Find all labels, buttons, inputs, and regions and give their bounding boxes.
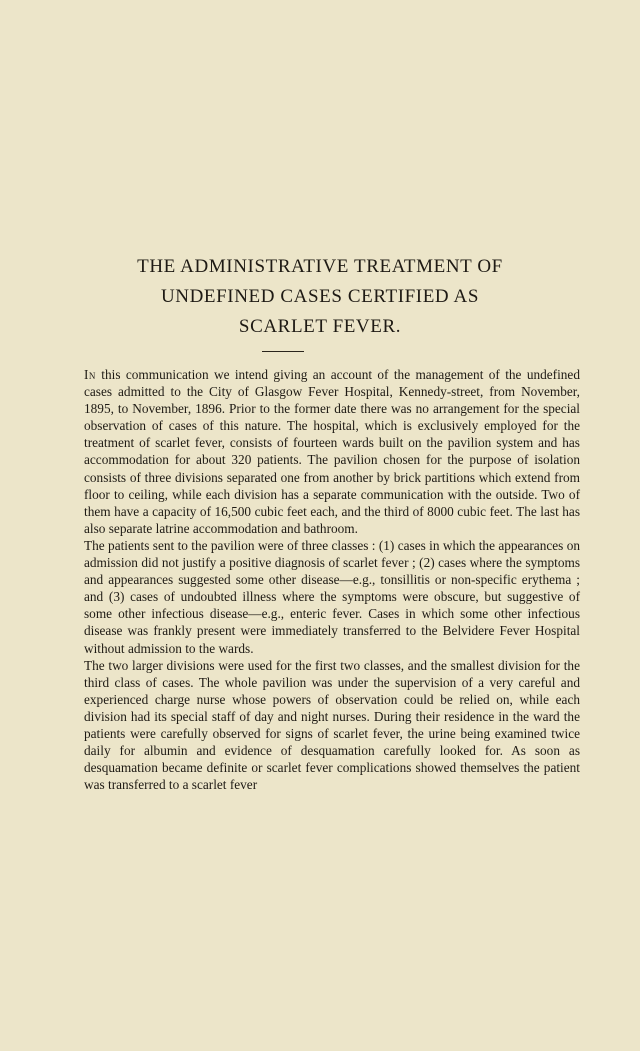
- article-body: [84, 366, 580, 793]
- paragraph-3: The two larger divisions were used for the first two classes, and the smallest division for the third class of cases. The whole pavilion was under the supervision of a very careful and experienced charge nurse whose powers of observation could be relied on, while each division had its special staff of day and night nurses. During their residence in the ward the patients were carefully observed for signs of scarlet fever, the urine being examined twice daily for albumin and evidence of desquamation carefully looked for. As soon as desquamation became definite or scarlet fever complications showed themselves the patient was transferred to a scarlet fever: [84, 657, 580, 793]
- title-line-3: SCARLET FEVER.: [238, 316, 402, 337]
- title-line-2: UNDEFINED CASES CERTIFIED AS: [160, 286, 480, 307]
- paragraph-1-text: this communication we intend giving an account of the management of the undefined cases admitted to the City of Glasgow Fever Hospital, Kennedy-street, from November, 1895, to November, 1896. Prior to the former date there was no arrangement for the special observation of cases of this nature. The hospital, which is exclusively employed for the treatment of scarlet fever, consists of fourteen wards built on the pavilion system and has accommodation for about 320 patients. The pavilion chosen for the purpose of isolation consists of three divisions separated one from another by brick partitions which extend from floor to ceiling, while each division has a separate communication with the outside. Two of them have a capacity of 16,500 cubic feet each, and the third of 8000 cubic feet. The last has also separate latrine accommodation and bathroom.: [84, 367, 580, 536]
- title-divider: [262, 351, 304, 352]
- paragraph-1: [84, 366, 580, 537]
- paragraph-2: The patients sent to the pavilion were of three classes : (1) cases in which the appearances on admission did not justify a positive diagnosis of scarlet fever ; (2) cases where the symptoms and appearances suggested some other disease—e.g., tonsillitis or non-specific erythema ; and (3) cases of undoubted illness where the symptoms were obscure, but suggestive of some other infectious disease—e.g., enteric fever. Cases in which some other infectious disease was frankly present were immediately transferred to the Belvidere Fever Hospital without admission to the wards.: [84, 537, 580, 656]
- article-title: [40, 252, 600, 342]
- paragraph-1-lead: In: [84, 367, 96, 382]
- title-line-1: THE ADMINISTRATIVE TREATMENT OF: [137, 256, 503, 277]
